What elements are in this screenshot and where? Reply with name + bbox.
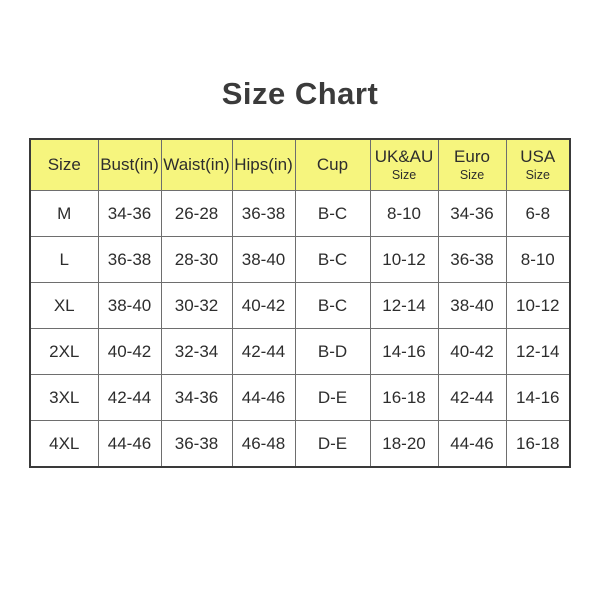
value-cell: 26-28 bbox=[161, 191, 232, 237]
value-cell: B-C bbox=[295, 191, 370, 237]
size-label-cell: XL bbox=[30, 283, 98, 329]
table-row-3xl bbox=[30, 375, 570, 421]
value-cell: B-D bbox=[295, 329, 370, 375]
size-chart-table bbox=[29, 138, 571, 468]
value-cell: 14-16 bbox=[370, 329, 438, 375]
value-cell: 40-42 bbox=[438, 329, 506, 375]
value-cell: 8-10 bbox=[506, 237, 570, 283]
table-body bbox=[30, 191, 570, 468]
value-cell: 40-42 bbox=[232, 283, 295, 329]
column-header-usa: USA Size bbox=[506, 139, 570, 191]
table-row-m bbox=[30, 191, 570, 237]
column-header-hips-in-: Hips(in) bbox=[232, 139, 295, 191]
value-cell: 8-10 bbox=[370, 191, 438, 237]
value-cell: 38-40 bbox=[232, 237, 295, 283]
value-cell: 10-12 bbox=[370, 237, 438, 283]
size-label-cell: L bbox=[30, 237, 98, 283]
table-row-4xl bbox=[30, 421, 570, 468]
column-header-size: Size bbox=[30, 139, 98, 191]
value-cell: 44-46 bbox=[438, 421, 506, 468]
value-cell: 16-18 bbox=[370, 375, 438, 421]
size-label-cell: 4XL bbox=[30, 421, 98, 468]
value-cell: D-E bbox=[295, 421, 370, 468]
size-label-cell: 3XL bbox=[30, 375, 98, 421]
value-cell: 40-42 bbox=[98, 329, 161, 375]
value-cell: B-C bbox=[295, 283, 370, 329]
table-header bbox=[30, 139, 570, 191]
value-cell: 36-38 bbox=[98, 237, 161, 283]
value-cell: B-C bbox=[295, 237, 370, 283]
value-cell: 32-34 bbox=[161, 329, 232, 375]
page-title: Size Chart bbox=[221, 76, 379, 111]
value-cell: 34-36 bbox=[438, 191, 506, 237]
value-cell: 6-8 bbox=[506, 191, 570, 237]
value-cell: 36-38 bbox=[232, 191, 295, 237]
value-cell: 36-38 bbox=[438, 237, 506, 283]
column-header-bust-in-: Bust(in) bbox=[98, 139, 161, 191]
value-cell: 38-40 bbox=[438, 283, 506, 329]
value-cell: 16-18 bbox=[506, 421, 570, 468]
table-row-2xl bbox=[30, 329, 570, 375]
value-cell: D-E bbox=[295, 375, 370, 421]
value-cell: 44-46 bbox=[98, 421, 161, 468]
value-cell: 46-48 bbox=[232, 421, 295, 468]
value-cell: 42-44 bbox=[438, 375, 506, 421]
value-cell: 10-12 bbox=[506, 283, 570, 329]
value-cell: 28-30 bbox=[161, 237, 232, 283]
column-header-uk-au: UK&AU Size bbox=[370, 139, 438, 191]
value-cell: 38-40 bbox=[98, 283, 161, 329]
value-cell: 42-44 bbox=[232, 329, 295, 375]
column-header-sublabel: Size bbox=[525, 168, 550, 183]
value-cell: 18-20 bbox=[370, 421, 438, 468]
size-label-cell: 2XL bbox=[30, 329, 98, 375]
value-cell: 34-36 bbox=[98, 191, 161, 237]
column-header-sublabel: Size bbox=[459, 168, 485, 183]
size-label-cell: M bbox=[30, 191, 98, 237]
table-row-l bbox=[30, 237, 570, 283]
value-cell: 44-46 bbox=[232, 375, 295, 421]
value-cell: 36-38 bbox=[161, 421, 232, 468]
column-header-cup: Cup bbox=[295, 139, 370, 191]
value-cell: 12-14 bbox=[506, 329, 570, 375]
column-header-euro: Euro Size bbox=[438, 139, 506, 191]
value-cell: 14-16 bbox=[506, 375, 570, 421]
table-row-xl bbox=[30, 283, 570, 329]
value-cell: 12-14 bbox=[370, 283, 438, 329]
value-cell: 30-32 bbox=[161, 283, 232, 329]
value-cell: 42-44 bbox=[98, 375, 161, 421]
column-header-sublabel: Size bbox=[391, 168, 417, 183]
value-cell: 34-36 bbox=[161, 375, 232, 421]
column-header-waist-in-: Waist(in) bbox=[161, 139, 232, 191]
header-row bbox=[30, 139, 570, 191]
